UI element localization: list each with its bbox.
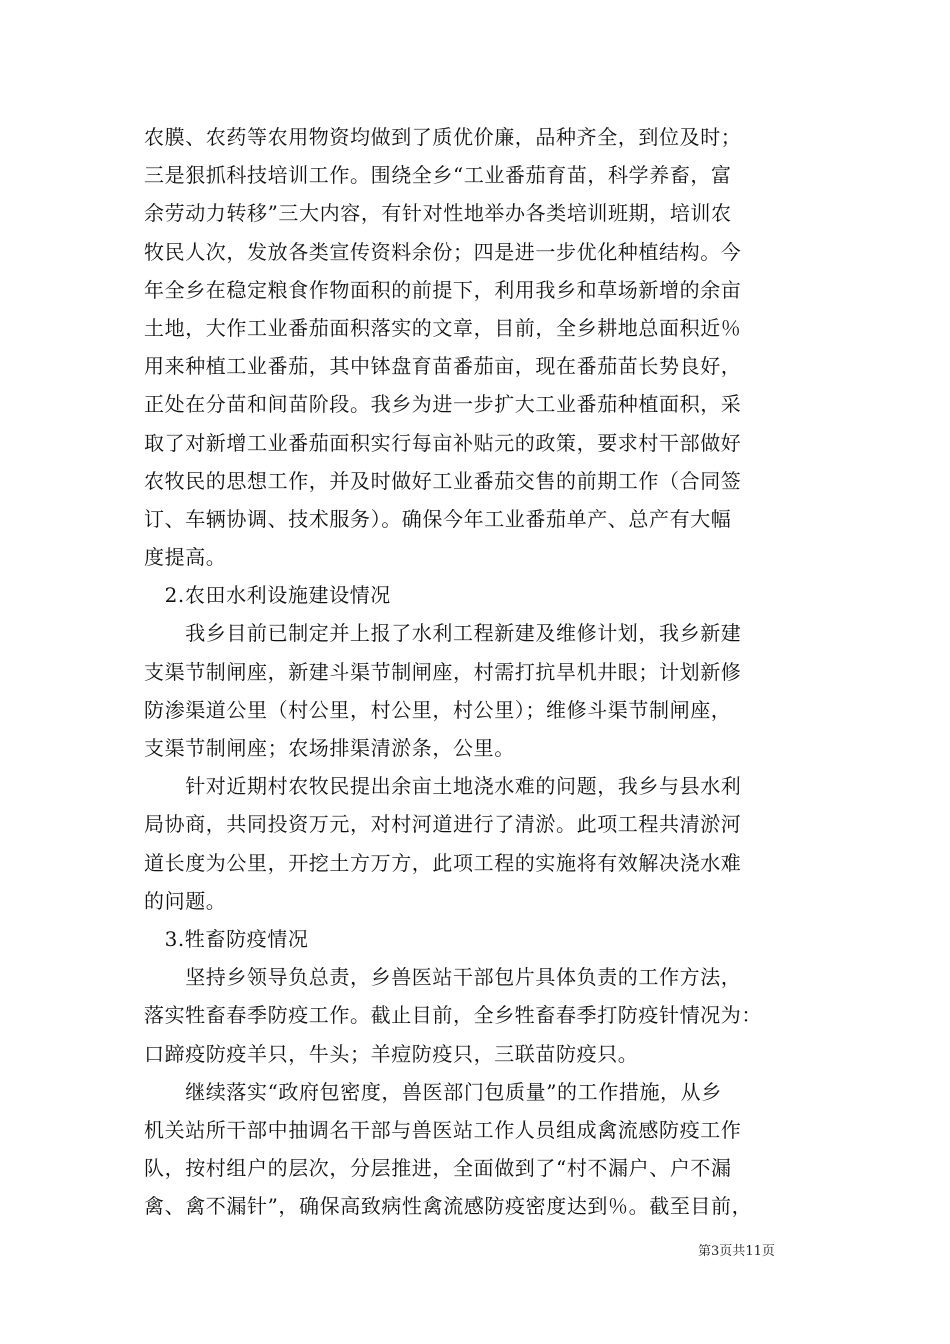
text-line: 局协商，共同投资万元，对村河道进行了清淤。此项工程共清淤河 (144, 812, 742, 837)
document-body (144, 118, 812, 1225)
text-line: 2.农田水利设施建设情况 (144, 583, 391, 608)
footer-total-pages: 11 (745, 1244, 762, 1259)
text-line: 落实牲畜春季防疫工作。截止目前，全乡牲畜春季打防疫针情况为： (144, 1003, 762, 1028)
footer-suffix: 页 (761, 1244, 775, 1259)
text-line: 支渠节制闸座，新建斗渠节制闸座，村需打抗旱机井眼；计划新修 (144, 659, 742, 684)
text-line: 坚持乡领导负总责，乡兽医站干部包片具体负责的工作方法， (144, 965, 742, 990)
text-line: 队，按村组户的层次，分层推进，全面做到了“村不漏户、户不漏 (144, 1156, 732, 1181)
text-line: 道长度为公里，开挖土方万方，此项工程的实施将有效解决浇水难 (144, 850, 742, 875)
text-line: 农膜、农药等农用物资均做到了质优价廉，品种齐全，到位及时； (144, 125, 742, 149)
text-line: 取了对新增工业番茄面积实行每亩补贴元的政策，要求村干部做好 (144, 430, 742, 455)
text-line: 订、车辆协调、技术服务）。确保今年工业番茄单产、总产有大幅 (144, 506, 732, 531)
text-line: 我乡目前已制定并上报了水利工程新建及维修计划，我乡新建 (144, 621, 742, 646)
text-line: 年全乡在稳定粮食作物面积的前提下，利用我乡和草场新增的余亩 (144, 277, 742, 302)
text-line: 农牧民的思想工作，并及时做好工业番茄交售的前期工作（合同签 (144, 468, 742, 493)
text-line: 用来种植工业番茄，其中钵盘育苗番茄亩，现在番茄苗长势良好， (144, 354, 742, 379)
text-line: 针对近期村农牧民提出余亩土地浇水难的问题，我乡与县水利 (144, 774, 742, 799)
page-footer (698, 1244, 775, 1260)
text-line: 正处在分苗和间苗阶段。我乡为进一步扩大工业番茄种植面积，采 (144, 392, 742, 417)
text-line: 口蹄疫防疫羊只，牛头；羊痘防疫只，三联苗防疫只。 (144, 1041, 639, 1066)
text-line: 牧民人次，发放各类宣传资料余份；四是进一步优化种植结构。今 (144, 239, 742, 264)
footer-middle: 页共 (719, 1244, 746, 1259)
text-line: 禽、禽不漏针”，确保高致病性禽流感防疫密度达到％。截至目前， (144, 1194, 753, 1219)
text-line: 3.牲畜防疫情况 (144, 926, 309, 951)
text-line: 支渠节制闸座；农场排渠清淤条，公里。 (144, 736, 515, 760)
text-line: 机关站所干部中抽调名干部与兽医站工作人员组成禽流感防疫工作 (144, 1117, 742, 1142)
text-line: 防渗渠道公里（村公里，村公里，村公里）；维修斗渠节制闸座， (144, 697, 732, 722)
text-line: 的问题。 (144, 888, 227, 913)
text-line: 度提高。 (144, 545, 227, 570)
text-line: 土地，大作工业番茄面积落实的文章，目前，全乡耕地总面积近％ (144, 315, 742, 340)
text-line: 余劳动力转移”三大内容，有针对性地举办各类培训班期，培训农 (144, 201, 732, 226)
footer-current-page: 3 (711, 1244, 720, 1259)
footer-prefix: 第 (698, 1244, 712, 1259)
text-line: 继续落实“政府包密度，兽医部门包质量”的工作措施，从乡 (144, 1079, 722, 1104)
text-line: 三是狠抓科技培训工作。围绕全乡“工业番茄育苗，科学养畜，富 (144, 163, 732, 188)
